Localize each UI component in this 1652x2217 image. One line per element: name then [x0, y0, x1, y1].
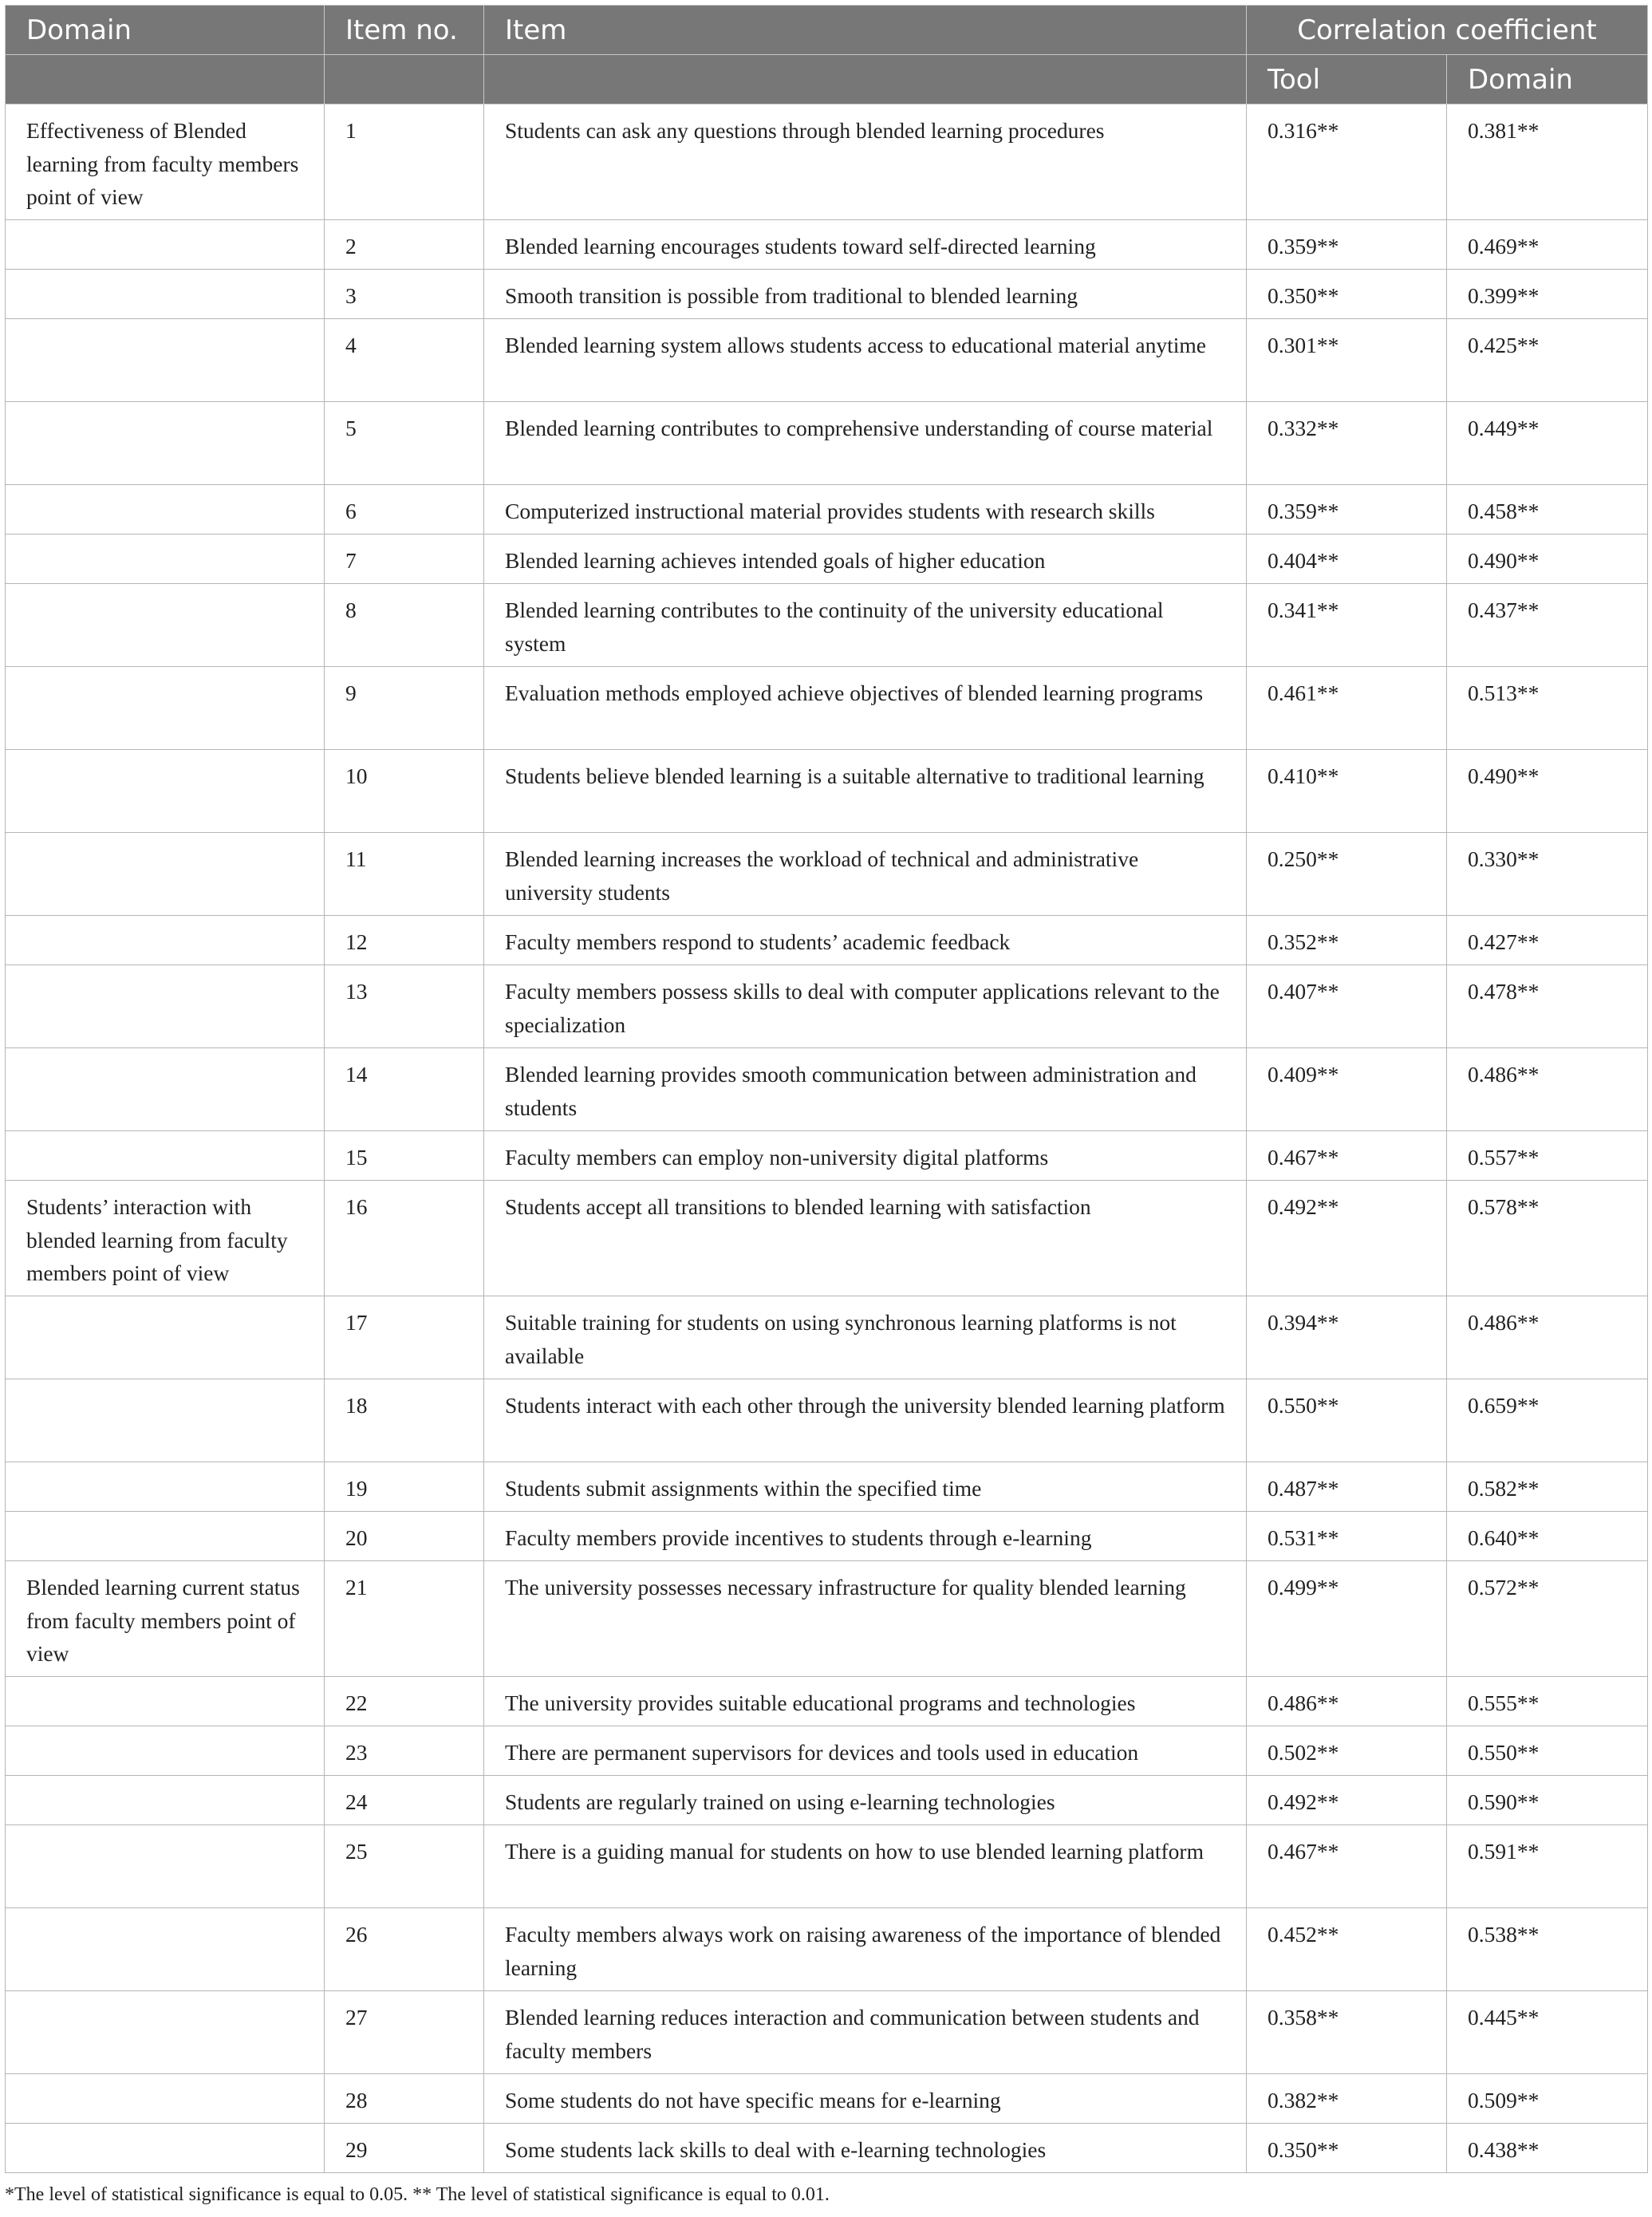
item-text-cell: Faculty members provide incentives to students through e-learning	[484, 1512, 1247, 1561]
item-number-cell: 23	[325, 1726, 484, 1776]
item-number-cell: 4	[325, 319, 484, 402]
item-number-cell: 12	[325, 916, 484, 965]
domain-coefficient-cell: 0.550**	[1447, 1726, 1648, 1776]
item-text-cell: Students are regularly trained on using e-learning technologies	[484, 1776, 1247, 1825]
item-number-cell: 17	[325, 1296, 484, 1379]
domain-coefficient-cell: 0.659**	[1447, 1379, 1648, 1462]
domain-cell	[6, 1131, 325, 1181]
domain-cell	[6, 667, 325, 750]
item-number-cell: 16	[325, 1181, 484, 1296]
table-row	[6, 1726, 1648, 1776]
tool-coefficient-cell: 0.410**	[1247, 750, 1447, 833]
domain-cell	[6, 402, 325, 485]
tool-coefficient-cell: 0.404**	[1247, 535, 1447, 584]
item-number-cell: 13	[325, 965, 484, 1048]
item-text-cell: Students believe blended learning is a suitable alternative to traditional learning	[484, 750, 1247, 833]
header-row-1	[6, 6, 1648, 55]
domain-cell	[6, 965, 325, 1048]
table-row	[6, 2124, 1648, 2173]
table-container	[5, 5, 1647, 2173]
domain-cell	[6, 270, 325, 319]
domain-cell	[6, 535, 325, 584]
item-text-cell: Faculty members respond to students’ academic feedback	[484, 916, 1247, 965]
tool-coefficient-cell: 0.352**	[1247, 916, 1447, 965]
domain-cell	[6, 584, 325, 667]
domain-cell	[6, 1379, 325, 1462]
item-number-cell: 21	[325, 1561, 484, 1677]
tool-coefficient-cell: 0.467**	[1247, 1131, 1447, 1181]
domain-cell	[6, 319, 325, 402]
item-number-cell: 14	[325, 1048, 484, 1131]
domain-cell	[6, 833, 325, 916]
tool-coefficient-cell: 0.492**	[1247, 1181, 1447, 1296]
item-number-cell: 18	[325, 1379, 484, 1462]
tool-coefficient-cell: 0.350**	[1247, 2124, 1447, 2173]
domain-coefficient-cell: 0.445**	[1447, 1991, 1648, 2074]
tool-coefficient-cell: 0.301**	[1247, 319, 1447, 402]
header-empty-cell	[484, 55, 1247, 105]
tool-coefficient-cell: 0.461**	[1247, 667, 1447, 750]
item-text-cell: Blended learning increases the workload of technical and administrative university students	[484, 833, 1247, 916]
item-text-cell: Blended learning contributes to comprehensive understanding of course material	[484, 402, 1247, 485]
tool-coefficient-cell: 0.486**	[1247, 1677, 1447, 1726]
table-row	[6, 105, 1648, 220]
tool-coefficient-cell: 0.492**	[1247, 1776, 1447, 1825]
domain-coefficient-cell: 0.591**	[1447, 1825, 1648, 1908]
item-text-cell: Blended learning contributes to the continuity of the university educational system	[484, 584, 1247, 667]
item-number-cell: 1	[325, 105, 484, 220]
domain-coefficient-cell: 0.486**	[1447, 1296, 1648, 1379]
domain-cell	[6, 1825, 325, 1908]
header-empty-cell	[6, 55, 325, 105]
table-row	[6, 1561, 1648, 1677]
item-text-cell: There is a guiding manual for students on how to use blended learning platform	[484, 1825, 1247, 1908]
domain-cell	[6, 2074, 325, 2124]
domain-cell: Effectiveness of Blended learning from faculty members point of view	[6, 105, 325, 220]
domain-coefficient-cell: 0.490**	[1447, 750, 1648, 833]
item-number-cell: 15	[325, 1131, 484, 1181]
domain-coefficient-cell: 0.427**	[1447, 916, 1648, 965]
tool-coefficient-cell: 0.531**	[1247, 1512, 1447, 1561]
domain-cell	[6, 750, 325, 833]
tool-coefficient-cell: 0.407**	[1247, 965, 1447, 1048]
item-number-cell: 11	[325, 833, 484, 916]
table-row	[6, 584, 1648, 667]
domain-cell	[6, 2124, 325, 2173]
domain-coefficient-cell: 0.330**	[1447, 833, 1648, 916]
header-domain-sub: Domain	[1447, 55, 1648, 105]
domain-coefficient-cell: 0.425**	[1447, 319, 1648, 402]
tool-coefficient-cell: 0.359**	[1247, 220, 1447, 270]
domain-coefficient-cell: 0.572**	[1447, 1561, 1648, 1677]
tool-coefficient-cell: 0.499**	[1247, 1561, 1447, 1677]
domain-cell	[6, 1908, 325, 1991]
table-row	[6, 916, 1648, 965]
table-row	[6, 1908, 1648, 1991]
domain-coefficient-cell: 0.437**	[1447, 584, 1648, 667]
item-text-cell: Students interact with each other through the university blended learning platform	[484, 1379, 1247, 1462]
domain-coefficient-cell: 0.582**	[1447, 1462, 1648, 1512]
table-row	[6, 1379, 1648, 1462]
item-text-cell: Evaluation methods employed achieve objectives of blended learning programs	[484, 667, 1247, 750]
table-row	[6, 1181, 1648, 1296]
table-row	[6, 667, 1648, 750]
domain-coefficient-cell: 0.438**	[1447, 2124, 1648, 2173]
domain-coefficient-cell: 0.538**	[1447, 1908, 1648, 1991]
item-text-cell: Blended learning system allows students access to educational material anytime	[484, 319, 1247, 402]
domain-coefficient-cell: 0.381**	[1447, 105, 1648, 220]
footnote: *The level of statistical significance is equal to 0.05. ** The level of statistical significance is equal to 0.01.	[5, 2184, 830, 2205]
item-number-cell: 10	[325, 750, 484, 833]
item-text-cell: Blended learning reduces interaction and communication between students and faculty members	[484, 1991, 1247, 2074]
item-number-cell: 24	[325, 1776, 484, 1825]
domain-coefficient-cell: 0.578**	[1447, 1181, 1648, 1296]
item-number-cell: 25	[325, 1825, 484, 1908]
domain-cell	[6, 1048, 325, 1131]
table-row	[6, 319, 1648, 402]
header-empty-cell	[325, 55, 484, 105]
tool-coefficient-cell: 0.316**	[1247, 105, 1447, 220]
table-row	[6, 1512, 1648, 1561]
table-row	[6, 220, 1648, 270]
domain-coefficient-cell: 0.458**	[1447, 485, 1648, 535]
domain-cell	[6, 1726, 325, 1776]
header-tool: Tool	[1247, 55, 1447, 105]
item-number-cell: 2	[325, 220, 484, 270]
tool-coefficient-cell: 0.359**	[1247, 485, 1447, 535]
domain-cell	[6, 485, 325, 535]
domain-coefficient-cell: 0.449**	[1447, 402, 1648, 485]
domain-coefficient-cell: 0.486**	[1447, 1048, 1648, 1131]
tool-coefficient-cell: 0.250**	[1247, 833, 1447, 916]
header-row-2	[6, 55, 1648, 105]
domain-cell	[6, 916, 325, 965]
domain-coefficient-cell: 0.478**	[1447, 965, 1648, 1048]
item-number-cell: 19	[325, 1462, 484, 1512]
item-text-cell: The university possesses necessary infrastructure for quality blended learning	[484, 1561, 1247, 1677]
item-number-cell: 7	[325, 535, 484, 584]
table-row	[6, 965, 1648, 1048]
tool-coefficient-cell: 0.341**	[1247, 584, 1447, 667]
correlation-table	[5, 5, 1648, 2173]
domain-coefficient-cell: 0.469**	[1447, 220, 1648, 270]
tool-coefficient-cell: 0.452**	[1247, 1908, 1447, 1991]
item-text-cell: Computerized instructional material provides students with research skills	[484, 485, 1247, 535]
tool-coefficient-cell: 0.487**	[1247, 1462, 1447, 1512]
domain-cell	[6, 1677, 325, 1726]
tool-coefficient-cell: 0.382**	[1247, 2074, 1447, 2124]
table-row	[6, 1296, 1648, 1379]
item-text-cell: Suitable training for students on using synchronous learning platforms is not available	[484, 1296, 1247, 1379]
domain-cell: Blended learning current status from faculty members point of view	[6, 1561, 325, 1677]
table-row	[6, 2074, 1648, 2124]
domain-cell	[6, 1462, 325, 1512]
domain-cell	[6, 1776, 325, 1825]
item-number-cell: 9	[325, 667, 484, 750]
item-number-cell: 3	[325, 270, 484, 319]
domain-coefficient-cell: 0.513**	[1447, 667, 1648, 750]
item-text-cell: The university provides suitable educational programs and technologies	[484, 1677, 1247, 1726]
item-number-cell: 8	[325, 584, 484, 667]
domain-cell	[6, 1512, 325, 1561]
table-row	[6, 1462, 1648, 1512]
table-row	[6, 1048, 1648, 1131]
tool-coefficient-cell: 0.358**	[1247, 1991, 1447, 2074]
item-number-cell: 6	[325, 485, 484, 535]
item-text-cell: Smooth transition is possible from traditional to blended learning	[484, 270, 1247, 319]
table-row	[6, 1825, 1648, 1908]
tool-coefficient-cell: 0.332**	[1247, 402, 1447, 485]
table-row	[6, 750, 1648, 833]
item-number-cell: 22	[325, 1677, 484, 1726]
item-number-cell: 29	[325, 2124, 484, 2173]
header-item: Item	[484, 6, 1247, 55]
item-text-cell: Faculty members possess skills to deal with computer applications relevant to the specialization	[484, 965, 1247, 1048]
table-row	[6, 1677, 1648, 1726]
item-text-cell: Some students do not have specific means for e-learning	[484, 2074, 1247, 2124]
domain-cell	[6, 1296, 325, 1379]
header-correlation-coefficient: Correlation coefficient	[1247, 6, 1648, 55]
item-text-cell: Blended learning provides smooth communication between administration and students	[484, 1048, 1247, 1131]
item-text-cell: Blended learning encourages students toward self-directed learning	[484, 220, 1247, 270]
tool-coefficient-cell: 0.550**	[1247, 1379, 1447, 1462]
domain-coefficient-cell: 0.555**	[1447, 1677, 1648, 1726]
table-row	[6, 1131, 1648, 1181]
table-row	[6, 1776, 1648, 1825]
domain-cell	[6, 1991, 325, 2074]
item-text-cell: Faculty members can employ non-university digital platforms	[484, 1131, 1247, 1181]
domain-cell: Students’ interaction with blended learning from faculty members point of view	[6, 1181, 325, 1296]
table-body	[6, 105, 1648, 2173]
item-text-cell: Students accept all transitions to blended learning with satisfaction	[484, 1181, 1247, 1296]
domain-coefficient-cell: 0.640**	[1447, 1512, 1648, 1561]
table-row	[6, 270, 1648, 319]
item-text-cell: There are permanent supervisors for devices and tools used in education	[484, 1726, 1247, 1776]
tool-coefficient-cell: 0.394**	[1247, 1296, 1447, 1379]
tool-coefficient-cell: 0.409**	[1247, 1048, 1447, 1131]
header-item-no: Item no.	[325, 6, 484, 55]
item-text-cell: Faculty members always work on raising awareness of the importance of blended learning	[484, 1908, 1247, 1991]
table-row	[6, 535, 1648, 584]
domain-cell	[6, 220, 325, 270]
item-number-cell: 27	[325, 1991, 484, 2074]
item-number-cell: 5	[325, 402, 484, 485]
domain-coefficient-cell: 0.557**	[1447, 1131, 1648, 1181]
table-row	[6, 1991, 1648, 2074]
table-row	[6, 485, 1648, 535]
table-row	[6, 402, 1648, 485]
item-number-cell: 20	[325, 1512, 484, 1561]
item-number-cell: 28	[325, 2074, 484, 2124]
domain-coefficient-cell: 0.490**	[1447, 535, 1648, 584]
table-row	[6, 833, 1648, 916]
item-text-cell: Blended learning achieves intended goals of higher education	[484, 535, 1247, 584]
item-number-cell: 26	[325, 1908, 484, 1991]
domain-coefficient-cell: 0.590**	[1447, 1776, 1648, 1825]
domain-coefficient-cell: 0.509**	[1447, 2074, 1648, 2124]
item-text-cell: Some students lack skills to deal with e-learning technologies	[484, 2124, 1247, 2173]
domain-coefficient-cell: 0.399**	[1447, 270, 1648, 319]
tool-coefficient-cell: 0.502**	[1247, 1726, 1447, 1776]
header-domain: Domain	[6, 6, 325, 55]
item-text-cell: Students submit assignments within the specified time	[484, 1462, 1247, 1512]
tool-coefficient-cell: 0.467**	[1247, 1825, 1447, 1908]
tool-coefficient-cell: 0.350**	[1247, 270, 1447, 319]
item-text-cell: Students can ask any questions through blended learning procedures	[484, 105, 1247, 220]
